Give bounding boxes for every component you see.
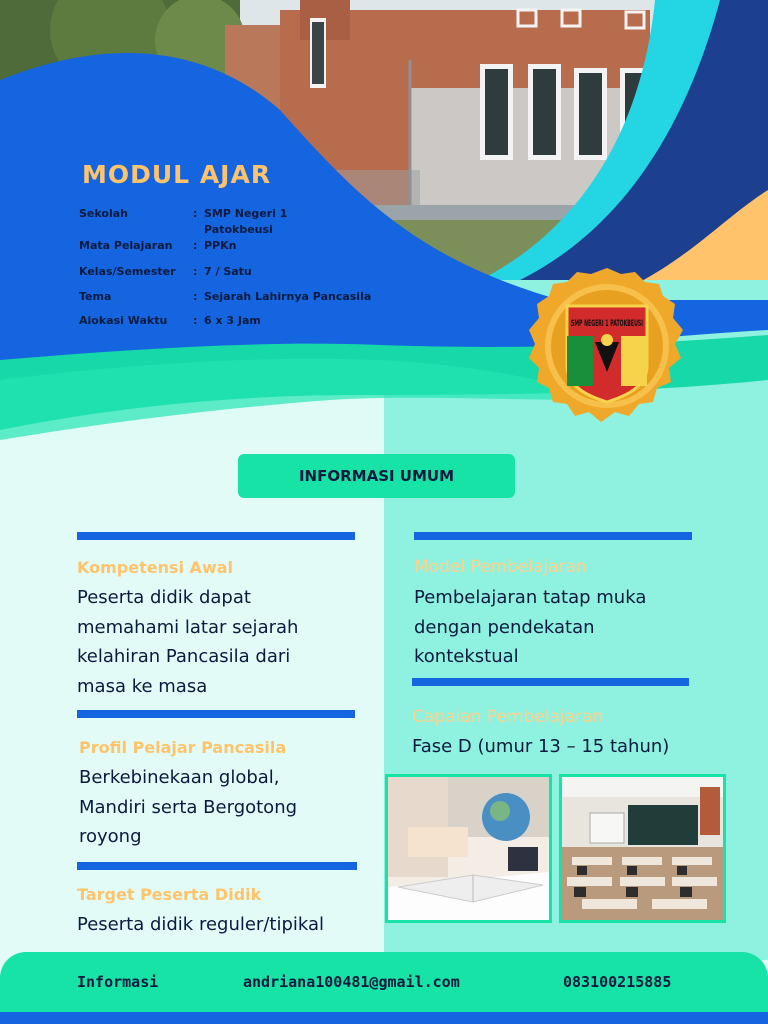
text-line: Peserta didik dapat: [77, 587, 251, 608]
section-title: INFORMASI UMUM: [238, 454, 515, 498]
info-separator: :: [193, 314, 198, 327]
info-value: SMP Negeri 1 Patokbeusi: [204, 207, 288, 236]
footer-label: Informasi: [77, 973, 159, 991]
badge-text: SMP NEGERI 1 PATOKBEUSI: [571, 319, 643, 329]
text-kompetensi-awal: [77, 583, 367, 701]
footer-phone[interactable]: 083100215885: [563, 973, 672, 991]
divider-bar: [77, 532, 355, 540]
divider-bar: [412, 678, 689, 686]
label-capaian-pembelajaran: Capaian Pembelajaran: [412, 707, 604, 727]
text-line: memahami latar sejarah: [77, 616, 299, 638]
text-line: Berkebinekaan global,: [79, 767, 280, 788]
info-key: Mata Pelajaran: [79, 239, 173, 252]
text-line: kontekstual: [414, 646, 519, 667]
text-capaian-pembelajaran: [412, 732, 722, 762]
label-kompetensi-awal: Kompetensi Awal: [77, 558, 233, 577]
divider-bar: [414, 532, 692, 540]
info-value: Sejarah Lahirnya Pancasila: [204, 290, 372, 303]
text-line: royong: [79, 826, 142, 847]
info-separator: :: [193, 290, 198, 303]
text-line: kelahiran Pancasila dari: [77, 646, 291, 667]
label-target-peserta: Target Peserta Didik: [77, 885, 262, 904]
footer-email[interactable]: andriana100481@gmail.com: [243, 973, 460, 991]
info-value: PPKn: [204, 239, 237, 252]
text-line: Fase D (umur 13 – 15 tahun): [412, 736, 670, 757]
info-separator: :: [193, 207, 198, 220]
label-profil-pelajar: Profil Pelajar Pancasila: [79, 738, 287, 757]
text-line: masa ke masa: [77, 675, 208, 697]
info-key: Alokasi Waktu: [79, 314, 168, 327]
school-emblem: [524, 268, 690, 424]
photo-classroom: [559, 774, 726, 923]
text-target-peserta: [77, 910, 377, 940]
info-separator: :: [193, 265, 198, 278]
info-key: Sekolah: [79, 207, 128, 220]
info-value: 6 x 3 Jam: [204, 314, 261, 327]
info-separator: :: [193, 239, 198, 252]
divider-bar: [77, 862, 357, 870]
text-line: Mandiri serta Bergotong: [79, 796, 298, 818]
label-model-pembelajaran: Model Pembelajaran: [414, 557, 587, 577]
info-key: Tema: [79, 290, 112, 303]
info-key: Kelas/Semester: [79, 265, 176, 278]
text-model-pembelajaran: [414, 583, 714, 672]
footer-band: [0, 1012, 768, 1024]
text-line: dengan pendekatan: [414, 616, 595, 638]
text-line: Peserta didik reguler/tipikal: [77, 914, 325, 935]
info-value: 7 / Satu: [204, 265, 252, 278]
divider-bar: [77, 710, 355, 718]
text-profil-pelajar: [79, 763, 369, 852]
photo-students-globe: [385, 774, 552, 923]
text-line: Pembelajaran tatap muka: [414, 587, 647, 608]
page-title: MODUL AJAR: [82, 160, 272, 189]
